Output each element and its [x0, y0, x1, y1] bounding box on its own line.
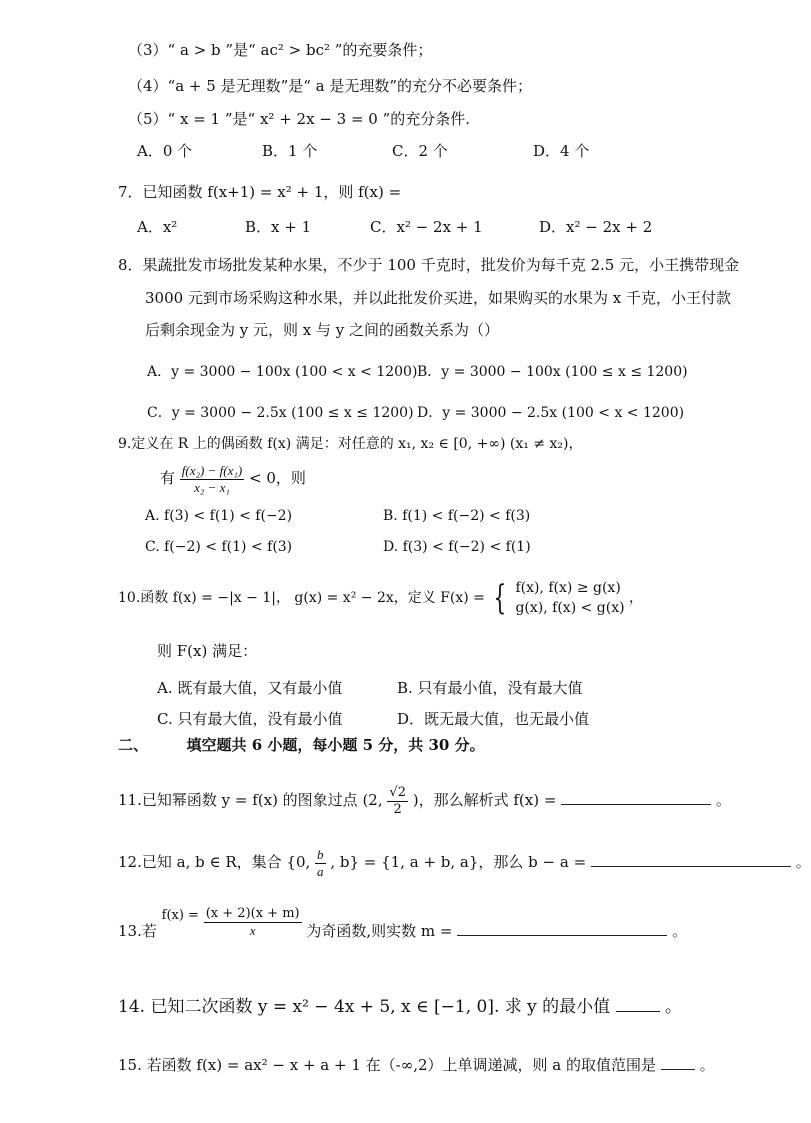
q8-option-d: D．y = 3000 − 2.5x (100 < x < 1200): [417, 405, 685, 421]
q10-case-1: f(x), f(x) ≥ g(x): [515, 580, 621, 596]
q10-case-2: g(x), f(x) < g(x): [515, 600, 625, 616]
q10-stem-line: [118, 576, 643, 620]
q13-post: 为奇函数,则实数 m =: [306, 922, 453, 940]
q13-end: 。: [672, 922, 688, 940]
q8-option-a: A．y = 3000 − 100x (100 < x < 1200): [147, 364, 418, 380]
q11-line: [118, 778, 731, 822]
q10-stem-end: ，: [629, 590, 644, 606]
q10-option-d: D．既无最大值，也无最小值: [397, 710, 590, 728]
q13-pre: 13.若: [118, 922, 157, 940]
q8-line-1: 8．果蔬批发市场批发某种水果，不少于 100 千克时，批发价为每千克 2.5 元，小王携带现金: [118, 256, 740, 274]
q13-line: [118, 906, 687, 956]
left-brace-icon: {: [493, 578, 507, 618]
q11-fraction-numerator: √2: [389, 784, 406, 800]
q12-end: 。: [795, 853, 811, 871]
section-2-number: 二、: [118, 736, 149, 754]
q12-fraction: [315, 847, 326, 880]
q10-then: 则 F(x) 满足：: [157, 642, 258, 660]
q9-fraction-numerator: f(x₂) − f(x₁): [181, 462, 243, 478]
q6-option-b: B．1 个: [262, 142, 318, 160]
q15-end: 。: [699, 1056, 715, 1074]
q13-answer-blank[interactable]: [457, 921, 667, 936]
q13-fraction-denominator: x: [249, 923, 256, 938]
q14-end: 。: [665, 997, 682, 1017]
q9-condition: [160, 456, 306, 500]
q7-option-c: C．x² − 2x + 1: [370, 218, 483, 236]
q12-fraction-denominator: a: [317, 863, 324, 879]
q12-answer-blank[interactable]: [591, 852, 791, 867]
q14-line: [118, 997, 682, 1017]
q12-pre: 12.已知 a, b ∈ R，集合 {0,: [118, 853, 311, 871]
q9-option-c: C. f(−2) < f(1) < f(3): [145, 539, 293, 555]
q8-option-b: B．y = 3000 − 100x (100 ≤ x ≤ 1200): [417, 364, 688, 380]
q10-option-c: C. 只有最大值，没有最小值: [157, 710, 343, 728]
q12-post: , b} = {1, a + b, a}，那么 b − a =: [330, 853, 587, 871]
q15-line: [118, 1055, 715, 1075]
q6-option-c: C．2 个: [392, 142, 448, 160]
q7-stem: 7．已知函数 f(x+1) = x² + 1，则 f(x) =: [118, 183, 402, 201]
q8-line-2: 3000 元到市场采购这种水果，并以此批发价买进，如果购买的水果为 x 千克，小王付款: [145, 289, 731, 307]
q9-fraction: [180, 463, 244, 496]
q10-option-b: B. 只有最小值，没有最大值: [397, 679, 583, 697]
q6-option-d: D．4 个: [533, 142, 590, 160]
q13-fraction-numerator: (x + 2)(x + m): [205, 906, 300, 921]
q11-fraction-denominator: 2: [393, 801, 402, 817]
q9-have: 有: [160, 469, 176, 487]
section-2-heading: [118, 735, 485, 755]
q9-option-a: A. f(3) < f(1) < f(−2): [145, 508, 293, 524]
q6-item-5: （5）“ x = 1 ”是“ x² + 2x − 3 = 0 ”的充分条件.: [128, 110, 471, 128]
q9-option-d: D. f(3) < f(−2) < f(1): [383, 539, 531, 555]
q12-line: [118, 840, 811, 884]
q11-end: 。: [716, 791, 732, 809]
q9-fraction-denominator: x₂ − x₁: [194, 479, 230, 495]
q15-answer-blank[interactable]: [661, 1055, 695, 1070]
q9-option-b: B. f(1) < f(−2) < f(3): [383, 508, 531, 524]
q10-piecewise-cases: [515, 578, 624, 618]
q6-item-4: （4）“a + 5 是无理数”是“ a 是无理数”的充分不必要条件；: [128, 77, 533, 95]
q9-condition-tail: < 0，则: [248, 469, 306, 487]
q14-answer-blank[interactable]: [616, 997, 660, 1012]
q13-lhs: f(x) =: [161, 908, 199, 923]
q10-stem: 10.函数 f(x) = −|x − 1|， g(x) = x² − 2x，定义 F(x) =: [118, 590, 485, 606]
section-2-title: 填空题共 6 小题，每小题 5 分，共 30 分。: [186, 736, 485, 754]
q8-option-c: C．y = 3000 − 2.5x (100 ≤ x ≤ 1200): [147, 405, 414, 421]
q6-option-a: A．0 个: [137, 142, 193, 160]
q11-answer-blank[interactable]: [561, 790, 711, 805]
q15-text: 15. 若函数 f(x) = ax² − x + a + 1 在（-∞,2）上单调递减，则 a 的取值范围是: [118, 1056, 657, 1074]
q7-option-a: A．x²: [137, 218, 178, 236]
q10-option-a: A. 既有最大值，又有最小值: [157, 679, 343, 697]
q13-fraction: [204, 906, 302, 939]
q7-option-b: B．x + 1: [245, 218, 312, 236]
q14-text: 14. 已知二次函数 y = x² − 4x + 5, x ∈ [−1, 0]. 求 y 的最小值: [118, 997, 611, 1017]
q11-pre: 11.已知幂函数 y = f(x) 的图象过点 (2,: [118, 791, 383, 809]
q11-fraction: [387, 785, 408, 818]
q7-option-d: D．x² − 2x + 2: [539, 218, 653, 236]
q8-line-3: 后剩余现金为 y 元，则 x 与 y 之间的函数关系为（）: [145, 321, 500, 339]
q12-fraction-numerator: b: [317, 846, 324, 862]
q11-post: )，那么解析式 f(x) =: [412, 791, 557, 809]
q6-item-3: （3）“ a > b ”是“ ac² > bc² ”的充要条件；: [128, 41, 433, 59]
q9-stem: 9.定义在 R 上的偶函数 f(x) 满足：对任意的 x₁, x₂ ∈ [0, +∞) (x₁ ≠ x₂)，: [118, 436, 583, 452]
